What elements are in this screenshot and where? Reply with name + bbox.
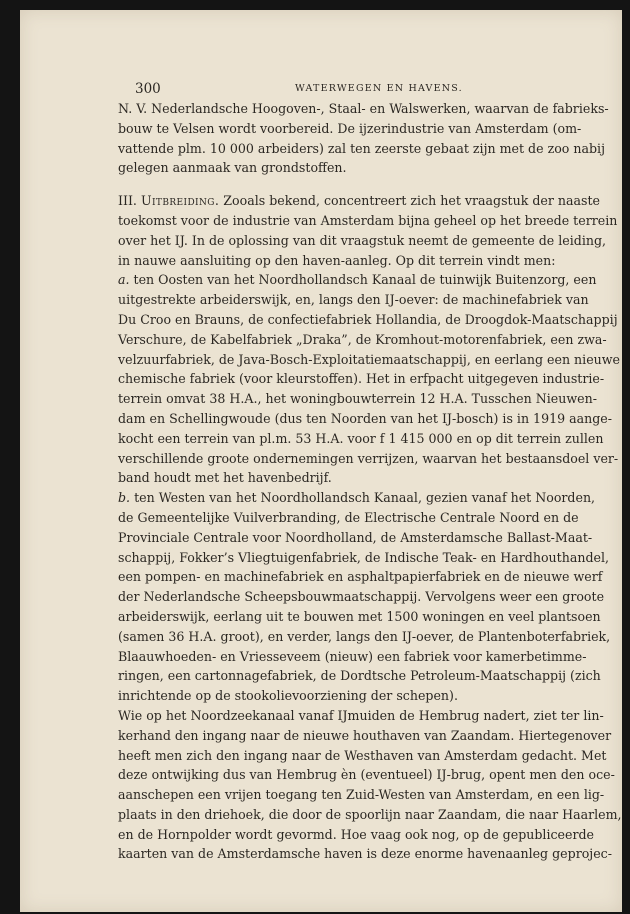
text-line: een pompen- en machinefabriek en asphaltpapierfabriek en de nieuwe werf [118,569,603,585]
text-line: in nauwe aansluiting op den haven-aanleg. Op dit terrein vindt men: [118,252,556,268]
text-line: deze ontwijking dus van Hembrug èn (eventueel) IJ-brug, opent men den oce- [118,767,615,783]
text-line: plaats in den driehoek, die door de spoorlijn naar Zaandam, die naar Haarlem, [118,806,622,822]
text-line: Wie op het Noordzeekanaal vanaf IJmuiden de Hembrug nadert, ziet ter lin- [118,707,604,723]
text-line: gelegen aanmaak van grondstoffen. [118,160,347,176]
text-line: toekomst voor de industrie van Amsterdam bijna geheel op het breede terrein [118,212,618,228]
paragraph-noordzeekanaal [118,706,622,864]
text-line: band houdt met het havenbedrijf. [118,470,332,486]
text-line: en de Hornpolder wordt gevormd. Hoe vaag ook nog, op de gepubliceerde [118,826,594,842]
text-line: (samen 36 H.A. groot), en verder, langs den IJ-oever, de Plantenboterfabriek, [118,628,611,644]
text-line: Provinciale Centrale voor Noordholland, de Amsterdamsche Ballast-Maat- [118,529,593,545]
text-line: verschillende groote ondernemingen verrijzen, waarvan het bestaansdoel ver- [118,450,619,466]
item-marker: b. [118,490,131,506]
text-line: vattende plm. 10 000 arbeiders) zal ten zeerste gebaat zijn met de zoo nabij [118,140,605,156]
text-line: kaarten van de Amsterdamsche haven is deze enorme havenaanleg geprojec- [118,846,612,862]
item-first-line [118,488,596,508]
text-line: Du Croo en Brauns, de confectiefabriek Hollandia, de Droogdok-Maatschappij [118,311,618,327]
paragraph-intro [118,99,609,178]
item-first-text: ten Westen van het Noordhollandsch Kanaal, gezien vanaf het Noorden, [134,490,596,506]
text-line: terrein omvat 38 H.A., het woningbouwterrein 12 H.A. Tusschen Nieuwen- [118,391,597,407]
paragraph-gap [118,178,570,191]
text-line: de Gemeentelijke Vuilverbranding, de Electrische Centrale Noord en de [118,509,579,525]
text-line: kocht een terrein van pl.m. 53 H.A. voor f 1 415 000 en op dit terrein zullen [118,430,604,446]
text-line: dam en Schellingwoude (dus ten Noorden van het IJ-bosch) is in 1919 aange- [118,410,613,426]
text-line: aanschepen een vrijen toegang ten Zuid-Westen van Amsterdam, en een lig- [118,787,605,803]
text-line: der Nederlandsche Scheepsbouwmaatschappij. Vervolgens weer een groote [118,589,605,605]
text-line: bouw te Velsen wordt voorbereid. De ijzerindustrie van Amsterdam (om- [118,120,582,136]
section-title: Uitbreiding. [140,193,220,209]
text-line: inrichtende op de stookolievoorziening der schepen). [118,688,458,704]
section-number: III. [118,193,137,209]
text-line: Verschure, de Kabelfabriek „Draka”, de Kromhout-motorenfabriek, een zwa- [118,331,607,347]
text-line: ringen, een cartonnagefabriek, de Dordtsche Petroleum-Maatschappij (zich [118,668,601,684]
text-line: Blaauwhoeden- en Vriesseveem (nieuw) een fabriek voor kamerbetimme- [118,648,587,664]
list-item-b [118,488,611,706]
text-line: schappij, Fokker’s Vliegtuigenfabriek, de Indische Teak- en Hardhouthandel, [118,549,610,565]
body-text [118,99,622,864]
text-line: N. V. Nederlandsche Hoogoven-, Staal- en Walswerken, waarvan de fabrieks- [118,101,609,116]
text-line: arbeiderswijk, eerlang uit te bouwen met 1500 woningen en veel plantsoen [118,608,601,624]
section-uitbreiding [118,191,618,270]
page-number: 300 [135,81,161,97]
list-item-a [118,270,620,488]
section-first-line: Zooals bekend, concentreert zich het vraagstuk der naaste [223,193,601,209]
section-heading-line [118,191,601,211]
text-line: heeft men zich den ingang naar de Westhaven van Amsterdam gedacht. Met [118,747,607,763]
item-first-line [118,270,597,290]
text-line: chemische fabriek (voor kleurstoffen). Het in erfpacht uitgegeven industrie- [118,371,605,387]
running-title: WATERWEGEN EN HAVENS. [295,83,463,94]
text-line: velzuurfabriek, de Java-Bosch-Exploitatiemaatschappij, en eerlang een nieuwe [118,351,620,367]
page-header [135,81,590,97]
item-first-text: ten Oosten van het Noordhollandsch Kanaal de tuinwijk Buitenzorg, een [133,272,597,288]
text-line: kerhand den ingang naar de nieuwe houthaven van Zaandam. Hiertegenover [118,727,612,743]
text-line: over het IJ. In de oplossing van dit vraagstuk neemt de gemeente de leiding, [118,232,607,248]
text-line: uitgestrekte arbeiderswijk, en, langs den IJ-oever: de machinefabriek van [118,292,589,308]
item-marker: a. [118,272,130,288]
